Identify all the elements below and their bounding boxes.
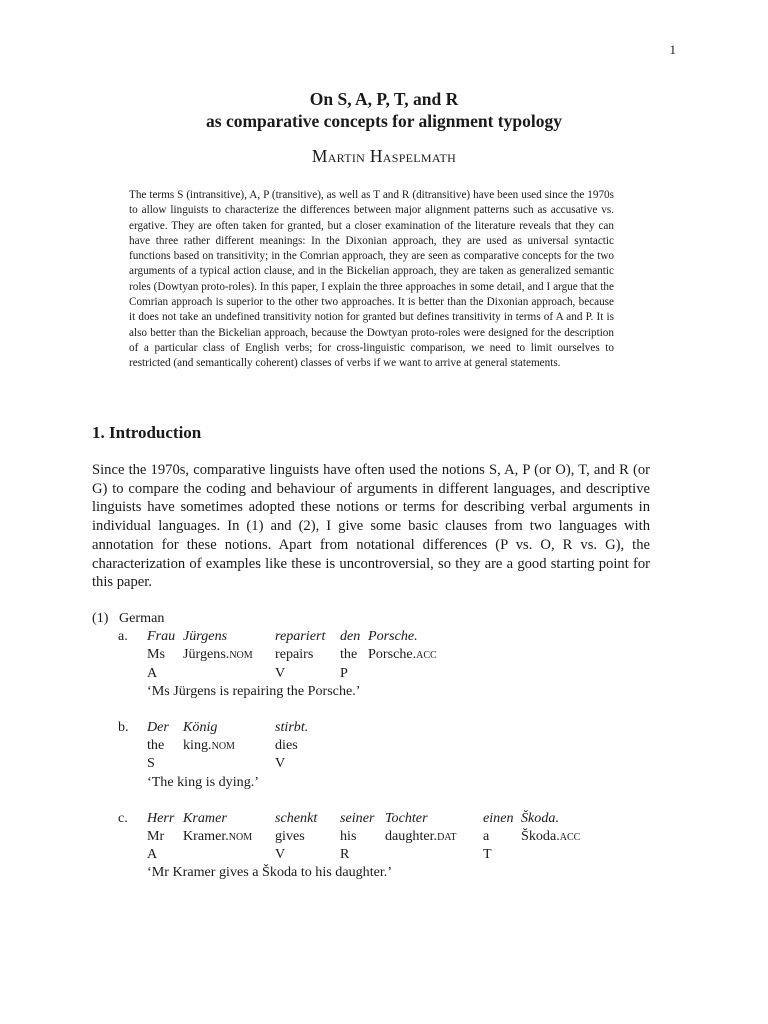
- object-language-line: [92, 809, 692, 827]
- gloss-line: [92, 827, 692, 845]
- gloss-stem: king.: [183, 737, 212, 754]
- translation: ‘The king is dying.’: [147, 773, 259, 790]
- gloss: the: [147, 737, 165, 754]
- word: Frau: [147, 628, 176, 645]
- gloss: [183, 645, 253, 663]
- gloss: [183, 827, 252, 845]
- case-abbreviation: nom: [211, 737, 235, 754]
- word: Škoda.: [521, 809, 559, 826]
- paper-title-line-2: as comparative concepts for alignment typology: [206, 111, 562, 131]
- role-label: V: [275, 755, 286, 772]
- author-name: Martin Haspelmath: [311, 146, 457, 166]
- gloss-stem: Škoda.: [521, 827, 560, 844]
- gloss: [183, 736, 235, 754]
- word: seiner: [340, 809, 375, 826]
- role-label: S: [147, 755, 155, 772]
- gloss-stem: daughter.: [385, 827, 438, 844]
- role-label: P: [340, 664, 348, 681]
- translation: ‘Ms Jürgens is repairing the Porsche.’: [147, 682, 361, 699]
- abstract: The terms S (intransitive), A, P (transitive), as well as T and R (ditransitive) have been used since the 1970s to allow linguists to characterize the differences between major alignment patterns such as accusative vs. ergative. They are often taken for granted, but a closer examination of the literature reveals that they can have three rather different meanings: In the Dixonian approach, they are used as universal syntactic functions based on transitivity; in the Comrian approach, they are seen as comparative concepts for the two arguments of a typical action clause, and in the Bickelian approach, they are taken as generalized semantic roles (Dowtyan proto-roles). In this paper, I explain the three approaches in some detail, and I argue that the Comrian approach is superior to the other two approaches. It is better than the Dixonian approach, because it does not take an undefined transitivity notion for granted but defines transitivity in terms of A and P. It is also better than the Bickelian approach, because the Dowtyan proto-roles were designed for the description of a particular class of English verbs; for cross-linguistic comparison, we need to limit ourselves to restricted (and semantically coherent) classes of verbs if we want to arrive at general statements.: [129, 189, 614, 370]
- example-item-a: [92, 627, 692, 700]
- word: Herr: [147, 809, 175, 826]
- gloss: [368, 645, 437, 663]
- gloss-line: [92, 645, 692, 663]
- gloss: his: [340, 827, 357, 844]
- gloss: repairs: [275, 646, 314, 663]
- role-label: V: [275, 846, 286, 863]
- role-label: V: [275, 664, 286, 681]
- example-letter: a.: [118, 628, 128, 645]
- page-number: 1: [669, 42, 676, 57]
- object-language-line: [92, 627, 692, 645]
- word: schenkt: [275, 809, 318, 826]
- paper-title-line-1: On S, A, P, T, and R: [309, 89, 459, 109]
- role-label: T: [483, 846, 492, 863]
- role-label: R: [340, 846, 350, 863]
- gloss-stem: Jürgens.: [183, 646, 230, 663]
- gloss: [521, 827, 580, 845]
- case-abbreviation: nom: [228, 827, 253, 844]
- intro-paragraph: Since the 1970s, comparative linguists have often used the notions S, A, P (or O), T, and R (or G) to compare the coding and behaviour of arguments in different languages, and descriptive linguists have sometimes adopted these notions or terms for describing verbal arguments in individual languages. In (1) and (2), I give some basic clauses from two languages with annotation for these notions. Apart from notational differences (P vs. O, R vs. G), the characterization of examples like these is uncontroversial, so they are a good starting point for this paper.: [92, 462, 650, 591]
- gloss: dies: [275, 737, 298, 754]
- role-line: [92, 845, 692, 863]
- word: repariert: [275, 628, 326, 645]
- gloss: a: [483, 827, 490, 844]
- role-label: A: [147, 846, 158, 863]
- word: König: [183, 718, 218, 735]
- gloss: gives: [275, 827, 305, 844]
- title-block: [0, 88, 768, 167]
- role-line: [92, 754, 692, 772]
- example-language: German: [119, 610, 165, 626]
- word: stirbt.: [275, 718, 309, 735]
- gloss-line: [92, 736, 692, 754]
- example-block: [92, 609, 692, 881]
- example-header: [92, 609, 692, 627]
- example-letter: b.: [118, 718, 129, 735]
- section-heading: 1. Introduction: [92, 423, 202, 442]
- word: Porsche.: [368, 628, 418, 645]
- gloss-stem: Kramer.: [183, 827, 229, 844]
- word: Der: [147, 718, 169, 735]
- word: einen: [483, 809, 514, 826]
- case-abbreviation: acc: [559, 827, 581, 844]
- example-item-c: [92, 809, 692, 882]
- word: Tochter: [385, 809, 428, 826]
- case-abbreviation: acc: [416, 646, 437, 663]
- gloss-stem: Porsche.: [368, 646, 417, 663]
- gloss: the: [340, 646, 358, 663]
- case-abbreviation: dat: [437, 827, 457, 844]
- example-letter: c.: [118, 809, 128, 826]
- gloss: Mr: [147, 827, 165, 844]
- word: Jürgens: [183, 628, 228, 645]
- case-abbreviation: nom: [229, 646, 253, 663]
- gloss: Ms: [147, 646, 166, 663]
- word: Kramer: [183, 809, 227, 826]
- role-line: [92, 664, 692, 682]
- example-number: (1): [92, 610, 109, 626]
- gloss: [385, 827, 457, 845]
- translation: ‘Mr Kramer gives a Škoda to his daughter.’: [147, 864, 393, 881]
- object-language-line: [92, 718, 692, 736]
- role-label: A: [147, 664, 158, 681]
- word: den: [340, 628, 361, 645]
- example-item-b: [92, 718, 692, 791]
